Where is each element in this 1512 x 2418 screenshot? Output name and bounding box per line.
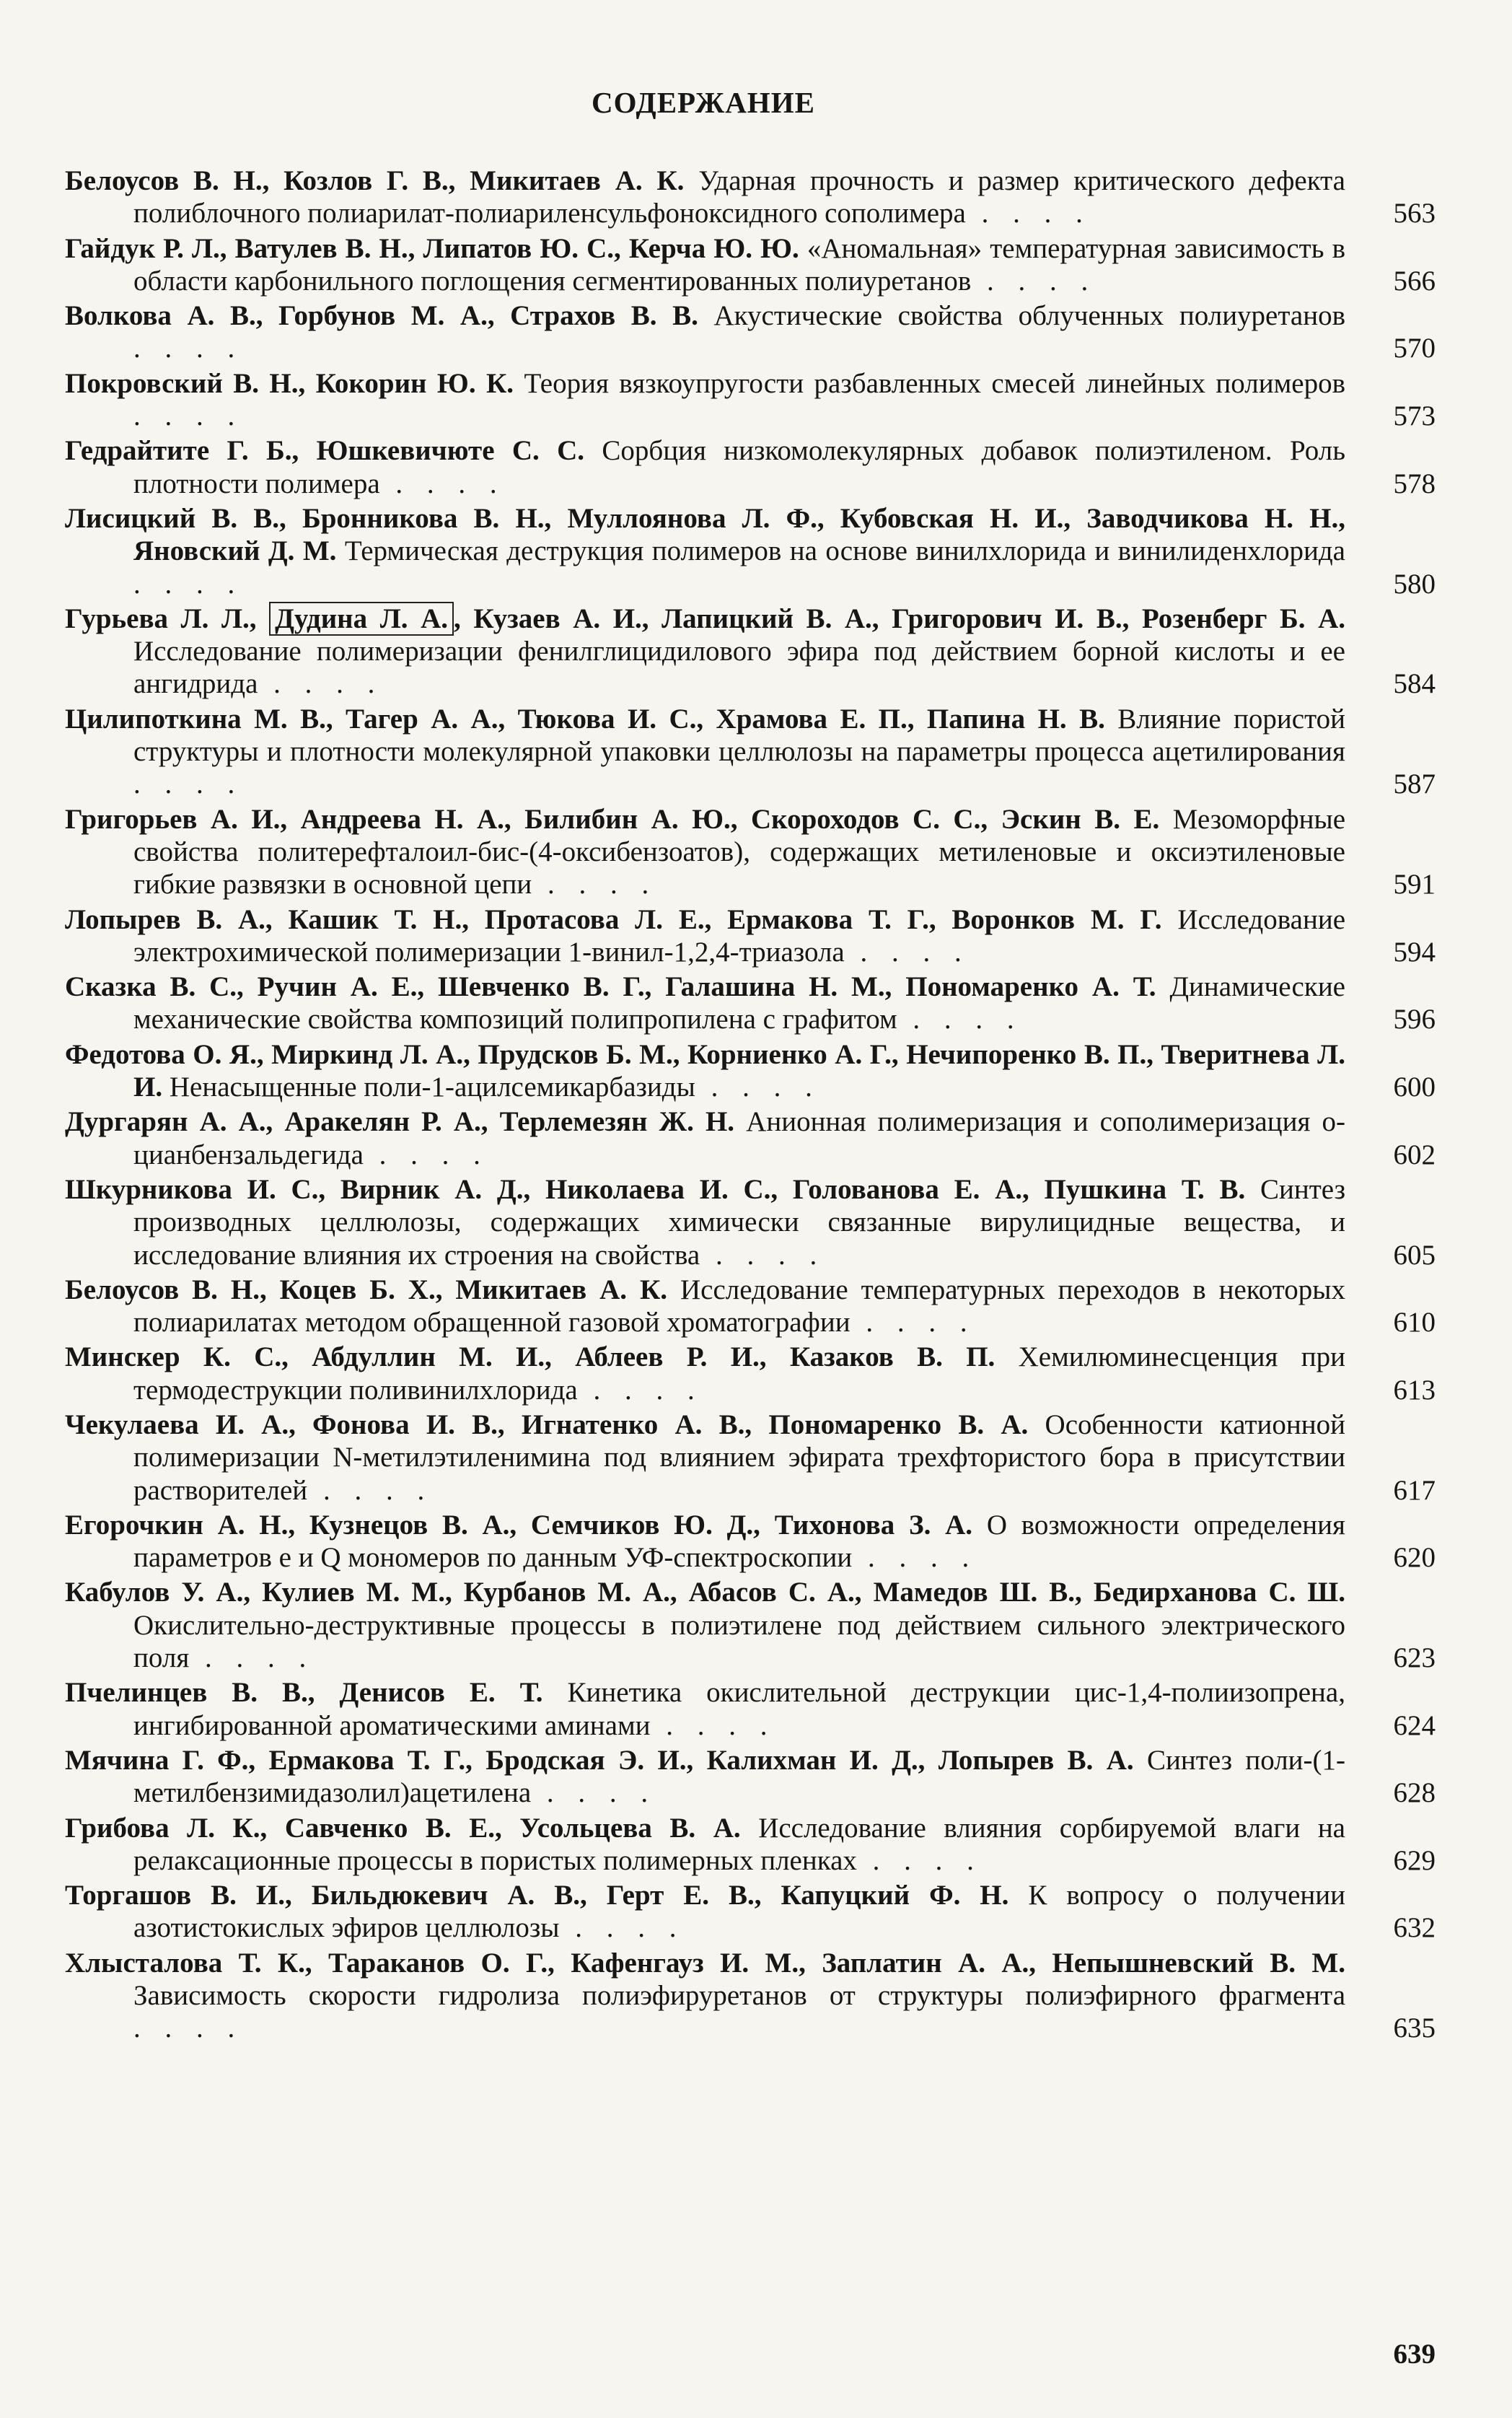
toc-entry (65, 1274, 1436, 1339)
toc-entry-title: «Аномальная» температурная зависимость в области карбонильного поглощения сегментированных полиуретанов (133, 232, 1346, 297)
toc-entry-text (65, 1947, 1345, 2045)
toc-entry-page: 591 (1393, 869, 1436, 901)
toc-entry-text (65, 1274, 1345, 1339)
toc-entry-text (65, 603, 1345, 701)
toc-entry-text (65, 1812, 1345, 1878)
toc-entry-authors: Грибова Л. К., Савченко В. Е., Усольцева В. А. (65, 1812, 741, 1844)
toc-entry-authors: Шкурникова И. С., Вирник А. Д., Николаева И. С., Голованова Е. А., Пушкина Т. В. (65, 1173, 1246, 1205)
toc-entry-title: Влияние пористой структуры и плотности молекулярной упаковки целлюлозы на параметры процесса ацетилирования (133, 703, 1346, 768)
toc-entry-text (65, 1105, 1345, 1171)
toc-entry-boxed-author: Дудина Л. А. (269, 602, 454, 636)
toc-entry (65, 232, 1436, 298)
toc-entry-title: Исследование полимеризации фенилглицидилового эфира под действием борной кислоты и ее ангидрида (133, 636, 1345, 700)
dot-leader: . . . . (559, 1912, 685, 1944)
toc-entry-title: Особенности катионной полимеризации N-метилэтиленимина под влиянием эфирата трехфтористого бора в присутствии растворителей (133, 1409, 1345, 1506)
toc-entry-authors: Егорочкин А. Н., Кузнецов В. А., Семчиков Ю. Д., Тихонова З. А. (65, 1509, 973, 1541)
dot-leader: . . . . (379, 468, 506, 499)
toc-entry-title: Анионная полимеризация и сополимеризация о-цианбензальдегида (133, 1106, 1345, 1170)
toc-entry-page: 578 (1393, 468, 1436, 499)
toc-entry-authors: Мячина Г. Ф., Ермакова Т. Г., Бродская Э. И., Калихман И. Д., Лопырев В. А. (65, 1744, 1134, 1776)
toc-entry-page: 605 (1393, 1239, 1436, 1271)
toc-entry-authors: Кабулов У. А., Кулиев М. М., Курбанов М. А., Абасов С. А., Мамедов Ш. В., Бедирханова С. Ш. (65, 1577, 1345, 1608)
toc-entry-page: 587 (1393, 768, 1436, 800)
toc-entry-text (65, 1576, 1345, 1674)
toc-entry-page: 613 (1393, 1374, 1436, 1406)
toc-entry (65, 1341, 1436, 1406)
dot-leader: . . . . (965, 198, 1091, 229)
toc-entry-page: 610 (1393, 1307, 1436, 1339)
dot-leader: . . . . (133, 2012, 244, 2044)
toc-entry-page: 596 (1393, 1004, 1436, 1035)
toc-entry-text (65, 1038, 1345, 1104)
toc-entry-page: 566 (1393, 265, 1436, 297)
dot-leader: . . . . (532, 869, 658, 901)
toc-entry-title: К вопросу о получении азотистокислых эфиров целлюлозы (133, 1880, 1346, 1944)
dot-leader: . . . . (363, 1139, 489, 1170)
toc-entry-page: 629 (1393, 1844, 1436, 1876)
toc-entry (65, 603, 1436, 701)
toc-entry-authors: Федотова О. Я., Миркинд Л. А., Прудсков Б. М., Корниенко А. Г., Нечипоренко В. П., Тверитнева Л. И. (65, 1038, 1345, 1103)
toc-entry-page: 617 (1393, 1474, 1436, 1506)
toc-entry-title: Хемилюминесценция при термодеструкции поливинилхлорида (133, 1341, 1345, 1406)
toc-entry-page: 620 (1393, 1542, 1436, 1574)
toc-entry-text (65, 232, 1345, 298)
toc-entry (65, 1105, 1436, 1171)
toc-entry-title: Сорбция низкомолекулярных добавок полиэтиленом. Роль плотности полимера (133, 435, 1345, 499)
toc-entry (65, 1947, 1436, 2045)
toc-entry-authors: Хлысталова Т. К., Тараканов О. Г., Кафенгауз И. М., Заплатин А. А., Непышневский В. М. (65, 1947, 1345, 1979)
dot-leader: . . . . (844, 936, 970, 968)
dot-leader: . . . . (577, 1374, 703, 1406)
toc-entry-title: Ударная прочность и размер критического дефекта полиблочного полиарилат-полиариленсульфоноксидного сополимера (133, 165, 1345, 229)
toc-entry-text (65, 367, 1345, 433)
toc-entry-title: Исследование температурных переходов в некоторых полиарилатах методом обращенной газовой хроматографии (133, 1274, 1345, 1339)
toc-entry (65, 971, 1436, 1036)
toc-entry-authors: , Кузаев А. И., Лапицкий В. А., Григорович И. В., Розенберг Б. А. (454, 603, 1345, 634)
toc-entry-authors: Гедрайтите Г. Б., Юшкевичюте С. С. (65, 435, 585, 467)
toc-entry-authors: Торгашов В. И., Бильдюкевич А. В., Герт Е. В., Капуцкий Ф. Н. (65, 1880, 1009, 1911)
toc-entry-page: 573 (1393, 400, 1436, 432)
toc-entry-title: Синтез поли-(1-метилбензимидазолил)ацетилена (133, 1744, 1345, 1809)
dot-leader: . . . . (897, 1004, 1023, 1035)
toc-entry-text (65, 703, 1345, 801)
toc-entry (65, 502, 1436, 600)
toc-entry-text (65, 903, 1345, 969)
toc-entry (65, 1676, 1436, 1742)
toc-entry-title: Зависимость скорости гидролиза полиэфируретанов от структуры полиэфирного фрагмента (133, 1980, 1345, 2012)
page-title: СОДЕРЖАНИЕ (592, 86, 815, 119)
toc-entry-title: Кинетика окислительной деструкции цис-1,4-полиизопрена, ингибированной ароматическими аминами (133, 1677, 1345, 1741)
toc-entry (65, 1576, 1436, 1674)
toc-entry-text (65, 1173, 1345, 1271)
toc-entry-title: Исследование влияния сорбируемой влаги на релаксационные процессы в пористых полимерных пленках (133, 1812, 1345, 1876)
toc-entry-title: Ненасыщенные поли-1-ацилсемикарбазиды (169, 1072, 695, 1103)
toc-entry-text (65, 1744, 1345, 1810)
toc-entry-authors: Белоусов В. Н., Коцев Б. Х., Микитаев А. К. (65, 1274, 668, 1305)
toc-entry-text (65, 165, 1345, 230)
toc-entry-authors: Дургарян А. А., Аракелян Р. А., Терлемезян Ж. Н. (65, 1106, 735, 1138)
toc-entry-text (65, 1409, 1345, 1507)
toc-entry (65, 803, 1436, 901)
toc-entry (65, 1812, 1436, 1878)
dot-leader: . . . . (852, 1542, 978, 1574)
toc-entry-page: 570 (1393, 333, 1436, 364)
toc-entry (65, 1409, 1436, 1507)
dot-leader: . . . . (133, 568, 244, 600)
toc-entry-page: 628 (1393, 1777, 1436, 1809)
dot-leader: . . . . (850, 1307, 976, 1339)
toc-entry (65, 299, 1436, 365)
toc-entry (65, 1509, 1436, 1574)
toc-entry-page: 600 (1393, 1072, 1436, 1103)
dot-leader: . . . . (856, 1844, 983, 1876)
toc-entry-authors: Лисицкий В. В., Бронникова В. Н., Муллоянова Л. Ф., Кубовская Н. И., Заводчикова Н. Н., Яновский Д. М. (65, 502, 1345, 567)
toc-entry (65, 1173, 1436, 1271)
toc-entry-authors: Пчелинцев В. В., Денисов Е. Т. (65, 1677, 543, 1709)
toc-entry-authors: Григорьев А. И., Андреева Н. А., Билибин А. Ю., Скороходов С. С., Эскин В. Е. (65, 803, 1160, 835)
toc-entry-page: 584 (1393, 668, 1436, 700)
toc-entry-title: Термическая деструкция полимеров на основе винилхлорида и винилиденхлорида (344, 535, 1345, 567)
toc-entry-page: 580 (1393, 568, 1436, 600)
toc-entry-title: Окислительно-деструктивные процессы в полиэтилене под действием сильного электрического поля (133, 1609, 1345, 1674)
toc-entry-title: Синтез производных целлюлозы, содержащих химически связанные вирулицидные вещества, и исследование влияния их строения на свойства (133, 1173, 1345, 1271)
toc-entry-page: 563 (1393, 198, 1436, 229)
toc-entry (65, 703, 1436, 801)
toc-entry-authors: Минскер К. С., Абдуллин М. И., Аблеев Р. И., Казаков В. П. (65, 1341, 995, 1373)
dot-leader: . . . . (189, 1642, 315, 1674)
toc-entry (65, 1879, 1436, 1945)
dot-leader: . . . . (133, 768, 244, 800)
dot-leader: . . . . (650, 1709, 776, 1741)
dot-leader: . . . . (700, 1239, 826, 1271)
table-of-contents (65, 165, 1436, 2047)
toc-entry-authors: Белоусов В. Н., Козлов Г. В., Микитаев А. К. (65, 165, 685, 196)
toc-entry-text (65, 1341, 1345, 1406)
toc-entry-title: Динамические механические свойства композиций полипропилена с графитом (133, 971, 1345, 1035)
toc-entry-authors: Сказка В. С., Ручин А. Е., Шевченко В. Г., Галашина Н. М., Пономаренко А. Т. (65, 971, 1156, 1003)
toc-entry-title: Мезоморфные свойства политерефталоил-бис-(4-оксибензоатов), содержащих метиленовые и оксиэтиленовые гибкие развязки в основной цепи (133, 803, 1345, 901)
toc-entry-text (65, 1879, 1345, 1945)
toc-entry-title: Акустические свойства облученных полиуретанов (713, 300, 1345, 332)
toc-entry-page: 632 (1393, 1912, 1436, 1944)
dot-leader: . . . . (971, 265, 1097, 297)
toc-entry-text (65, 1509, 1345, 1574)
dot-leader: . . . . (695, 1072, 821, 1103)
toc-entry-authors: Цилипоткина М. В., Тагер А. А., Тюкова И. С., Храмова Е. П., Папина Н. В. (65, 703, 1105, 735)
toc-entry-authors: Покровский В. Н., Кокорин Ю. К. (65, 367, 514, 399)
toc-entry (65, 1744, 1436, 1810)
toc-entry (65, 367, 1436, 433)
dot-leader: . . . . (531, 1777, 657, 1809)
toc-entry-title: Теория вязкоупругости разбавленных смесей линейных полимеров (524, 367, 1346, 399)
toc-entry-text (65, 971, 1345, 1036)
dot-leader: . . . . (307, 1474, 434, 1506)
toc-entry-text (65, 299, 1345, 365)
toc-entry-page: 602 (1393, 1139, 1436, 1170)
toc-entry-text (65, 434, 1345, 500)
toc-entry (65, 903, 1436, 969)
toc-entry-page: 635 (1393, 2012, 1436, 2044)
toc-entry (65, 1038, 1436, 1104)
dot-leader: . . . . (133, 333, 244, 364)
dot-leader: . . . . (133, 400, 244, 432)
dot-leader: . . . . (258, 668, 384, 700)
toc-entry-authors: Волкова А. В., Горбунов М. А., Страхов В. В. (65, 300, 698, 332)
footer-page-number: 639 (1393, 2339, 1436, 2370)
toc-entry-authors: Чекулаева И. А., Фонова И. В., Игнатенко А. В., Пономаренко В. А. (65, 1409, 1029, 1440)
toc-entry-text (65, 803, 1345, 901)
toc-entry-page: 594 (1393, 936, 1436, 968)
toc-entry-page: 623 (1393, 1642, 1436, 1674)
toc-entry (65, 434, 1436, 500)
toc-entry-text (65, 502, 1345, 600)
toc-entry-page: 624 (1393, 1709, 1436, 1741)
toc-entry-authors: Гурьева Л. Л., (65, 603, 257, 634)
toc-entry (65, 165, 1436, 230)
toc-entry-title: О возможности определения параметров e и Q мономеров по данным УФ-спектроскопии (133, 1509, 1345, 1574)
toc-entry-authors: Гайдук Р. Л., Ватулев В. Н., Липатов Ю. С., Керча Ю. Ю. (65, 232, 799, 264)
toc-entry-title: Исследование электрохимической полимеризации 1-винил-1,2,4-триазола (133, 903, 1346, 968)
toc-entry-text (65, 1676, 1345, 1742)
toc-entry-authors: Лопырев В. А., Кашик Т. Н., Протасова Л. Е., Ермакова Т. Г., Воронков М. Г. (65, 903, 1162, 935)
